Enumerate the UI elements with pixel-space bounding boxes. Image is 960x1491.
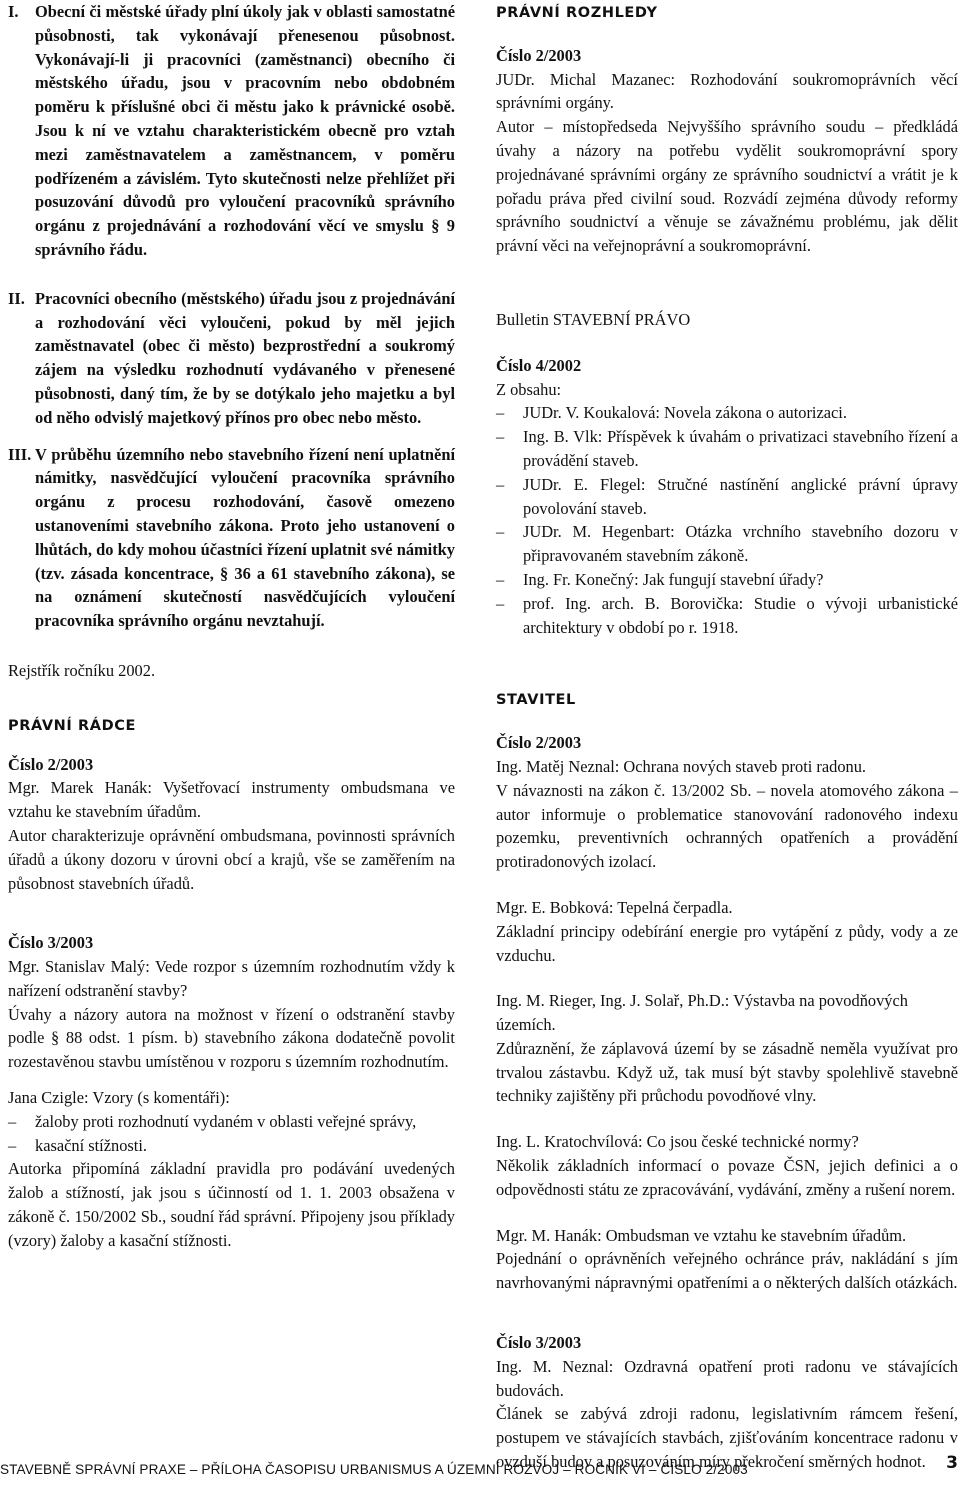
bulletin-list-item: – JUDr. M. Hegenbart: Otázka vrchního stavebního dozoru v připravovaném stavebním zákoně.	[496, 522, 958, 566]
czigle-list-item: – žaloby proti rozhodnutí vydaném v oblasti veřejné správy,	[8, 1111, 417, 1131]
pravni-radce-issue-2: Číslo 2/2003	[8, 754, 94, 774]
page-number: 3	[946, 1453, 958, 1473]
czigle-list	[8, 1110, 455, 1158]
bulletin-issue: Číslo 4/2002	[496, 355, 582, 375]
stavitel-issue-2: Číslo 2/2003	[496, 733, 582, 753]
bulletin-list-item: – Ing. Fr. Konečný: Jak fungují stavební úřady?	[496, 569, 824, 589]
pravni-radce-section	[8, 715, 455, 1253]
bulletin-list-item: – prof. Ing. arch. B. Borovička: Studie o vývoji urbanistické architektury v období po r. 1918.	[496, 593, 958, 637]
pravni-rozhledy-heading: PRÁVNÍ ROZHLEDY	[496, 5, 658, 21]
pravni-rozhledy-issue: Číslo 2/2003	[496, 45, 582, 65]
left-column	[8, 0, 455, 1253]
stavitel-heading: STAVITEL	[496, 692, 576, 709]
stavitel-article-4-title: Ing. L. Kratochvílová: Co jsou české technické normy?	[496, 1132, 859, 1152]
page-footer	[0, 1453, 960, 1486]
stavitel-article-2-desc: Základní principy odebírání energie pro vytápění z půdy, vody a ze vzduchu.	[496, 921, 958, 965]
bulletin-heading: Bulletin STAVEBNÍ PRÁVO	[496, 309, 691, 329]
section-1-normal-text: Obecní či městské úřady plní úkoly jak v oblasti samostatné působnosti, tak vykonávají přenesenou působnost. Vykonávají-li ji pracovníci (zaměstnanci) obecního či městského úřadu, jsou v pracovním nebo obdobném poměru k příslušné obci či městu jako k právnické osobě.	[35, 2, 455, 117]
bulletin-list-item: – JUDr. V. Koukalová: Novela zákona o autorizaci.	[496, 403, 847, 423]
stavitel-article-5-desc: Pojednání o oprávněních veřejného ochránce práv, nakládání s jím navrhovanými nápravnými opatřeními a o některých dalších otázkách.	[496, 1249, 958, 1293]
bulletin-section	[496, 308, 958, 639]
stavitel-issue-3: Číslo 3/2003	[496, 1333, 582, 1353]
pravni-radce-article-1-title: Mgr. Marek Hanák: Vyšetřovací instrumenty ombudsmana ve vztahu ke stavebním úřadům.	[8, 778, 455, 822]
section-1	[8, 0, 455, 262]
pravni-radce-article-2-desc: Úvahy a názory autora na možnost v řízení o odstranění stavby podle § 88 odst. 1 písm. b) stavebního zákona dodatečně povolit rozestavěnou stavbu umístěnou v rozporu s územním rozhodnutím.	[8, 1004, 455, 1072]
section-1-number: I.	[8, 2, 19, 21]
section-2-number: II.	[8, 288, 25, 308]
pravni-rozhledy-desc: Autor – místopředseda Nejvyššího správního soudu – předkládá úvahy a názory na potřebu vydělit soukromoprávní spory projednávané správními orgány ze správního soudnictví a vrátit je k pořadu práva před civilní soud. Rozvádí zejména důvody reformy správního soudnictví a věnuje se závažnému problému, jak dělit právní věci na veřejnoprávní a soukromoprávní.	[496, 117, 958, 256]
right-column	[496, 0, 958, 1474]
stavitel-article-5-title: Mgr. M. Hanák: Ombudsman ve vztahu ke stavebním úřadům.	[496, 1225, 907, 1245]
stavitel-article-3-desc: Zdůraznění, že záplavová území by se zásadně neměla využívat pro trvalou zástavbu. Když už, tak musí být stavby spolehlivě stavebně techniky zajištěny při průchodu povodňové vlny.	[496, 1038, 958, 1106]
stavitel-article-6-desc: Článek se zabývá zdroji radonu, legislativním rámcem řešení, postupem ve stávajících stavbách, zjišťováním koncentrace radonu v ovzduší budov a posuzováním míry překročení směrných hodnot.	[496, 1404, 958, 1472]
stavitel-article-2-title: Mgr. E. Bobková: Tepelná čerpadla.	[496, 897, 733, 917]
bulletin-list-item: – JUDr. E. Flegel: Stručné nastínění anglické právní úpravy povolování staveb.	[496, 474, 958, 518]
stavitel-article-6-title: Ing. M. Neznal: Ozdravná opatření proti radonu ve stávajících budovách.	[496, 1356, 958, 1400]
section-3-number: III.	[8, 444, 32, 464]
section-2-text: Pracovníci obecního (městského) úřadu jsou z projednávání a rozhodování věci vyloučeni, pokud by měl jejich zaměstnavatel (obec či město) bezprostřední a soukromý zájem na výsledku rozhodnutí vydávaného v přenesené působnosti, daný tím, že by se dotýkalo jeho majetku a byl od něho odvislý majetkový přínos pro obec nebo město.	[35, 288, 455, 427]
section-1-bold-text: Jsou k ní ve vztahu charakteristickém obecně pro vztah mezi zaměstnavatelem a zaměstnancem, v poměru podřízeném a závislém. Tyto skutečnosti nelze přehlížet při posuzování důvodů pro vyloučení pracovníků správního orgánu z projednávání a rozhodování věcí ve smyslu § 9 správního řádu.	[35, 120, 455, 259]
pravni-rozhledy-section	[496, 2, 958, 258]
pravni-radce-heading: PRÁVNÍ RÁDCE	[8, 717, 137, 734]
pravni-radce-article-2-title: Mgr. Stanislav Malý: Vede rozpor s územním rozhodnutím vždy k nařízení odstranění stavby?	[8, 957, 455, 1000]
bulletin-list-item: – Ing. B. Vlk: Příspěvek k úvahám o privatizaci stavebního řízení a provádění staveb.	[496, 427, 958, 470]
bulletin-list	[496, 401, 958, 639]
section-3	[8, 443, 455, 633]
czigle-list-item: – kasační stížnosti.	[8, 1135, 147, 1155]
czigle-desc: Autorka připomíná základní pravidla pro podávání uvedených žalob a stížností, jak jsou s účinností od 1. 1. 2003 obsažena v zákoně č. 150/2002 Sb., soudní řád správní. Připojeny jsou příklady (vzory) žaloby a kasační stížnosti.	[8, 1159, 455, 1250]
stavitel-article-1-title: Ing. Matěj Neznal: Ochrana nových staveb proti radonu.	[496, 756, 867, 776]
pravni-rozhledy-title: JUDr. Michal Mazanec: Rozhodování soukromoprávních věcí správními orgány.	[496, 69, 958, 113]
stavitel-article-3-title: Ing. M. Rieger, Ing. J. Solař, Ph.D.: Výstavba na povodňových územích.	[496, 991, 908, 1035]
stavitel-article-4-desc: Několik základních informací o povaze ČSN, jejich definici a o odpovědnosti státu ze zpracovávání, vydávání, změny a rušení norem.	[496, 1156, 958, 1199]
footer-text: STAVEBNĚ SPRÁVNÍ PRAXE – PŘÍLOHA ČASOPISU URBANISMUS A ÚZEMNÍ ROZVOJ – ROČNÍK VI – ČÍSLO 2/2003	[0, 1462, 748, 1477]
section-2	[8, 287, 455, 430]
rejstrik-note: Rejstřík ročníku 2002.	[8, 660, 156, 680]
section-3-text: V průběhu územního nebo stavebního řízení není uplatnění námitky, nasvědčující vyloučení pracovníka správního orgánu z procesu rozhodování, časově omezeno ustanoveními stavebního zákona. Proto jeho ustanovení o lhůtách, do kdy mohou účastníci řízení uplatnit své námitky (tzv. zásada koncentrace, § 36 a 61 stavebního zákona), se na oznámení skutečností nasvědčujících vyloučení pracovníka správního orgánu nevztahují.	[35, 444, 455, 631]
bulletin-intro: Z obsahu:	[496, 379, 562, 399]
pravni-radce-article-1-desc: Autor charakterizuje oprávnění ombudsmana, povinnosti správních úřadů a úkony dozoru v úrovni obcí a krajů, vše se zaměřením na působnost stavebních úřadů.	[8, 825, 455, 893]
pravni-radce-issue-3: Číslo 3/2003	[8, 933, 94, 953]
stavitel-article-1-desc: V návaznosti na zákon č. 13/2002 Sb. – novela atomového zákona – autor informuje o problematice stanovování radonového indexu pozemku, preventivních ochranných opatřeních a provádění protiradonových izolací.	[496, 780, 958, 872]
stavitel-section	[496, 689, 958, 1474]
czigle-title: Jana Czigle: Vzory (s komentáři):	[8, 1088, 230, 1108]
